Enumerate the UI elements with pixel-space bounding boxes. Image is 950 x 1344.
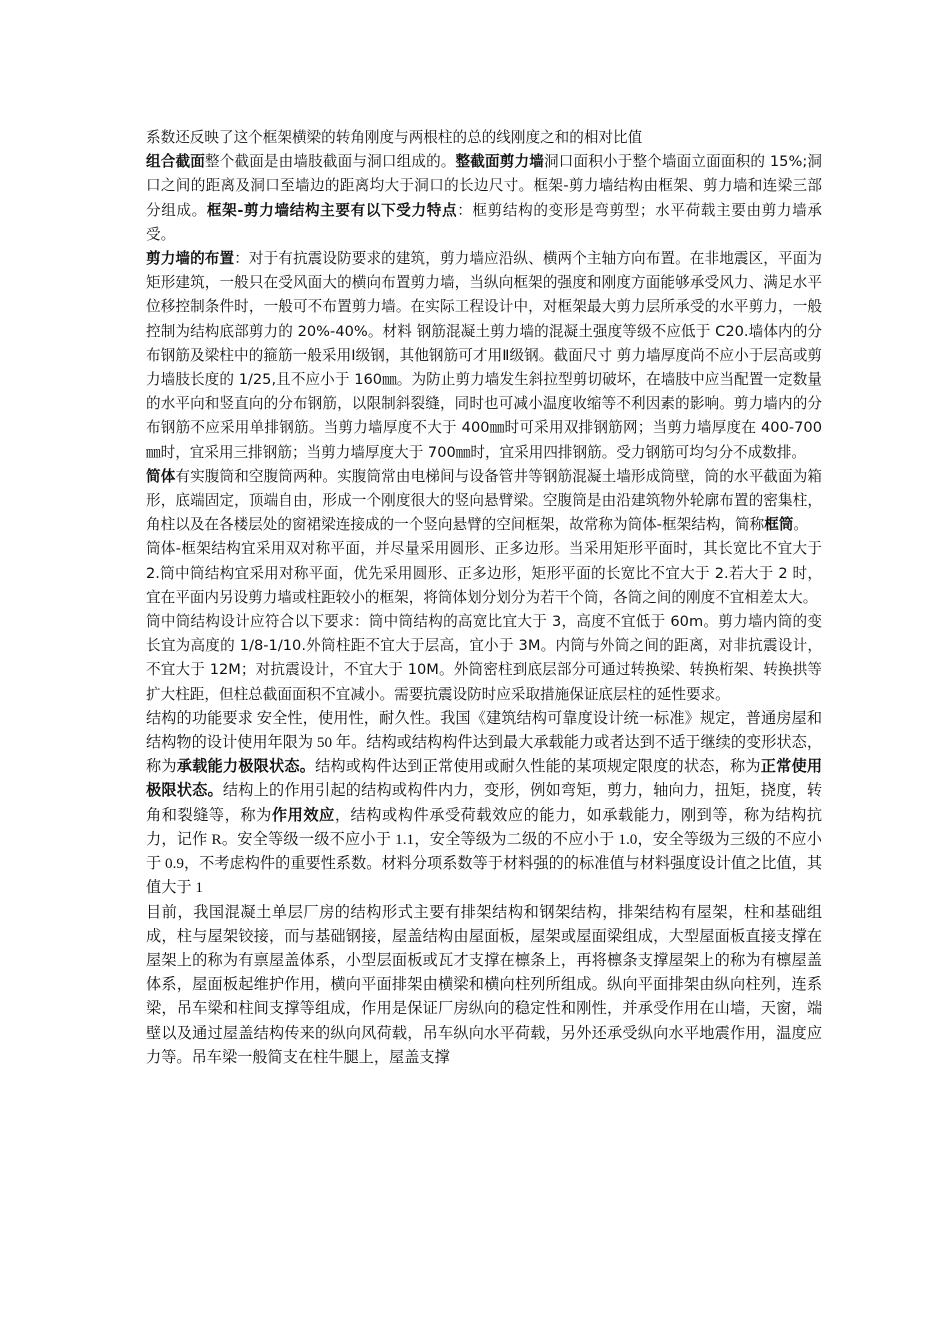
text-run: ：框剪结构的变形是弯剪型；水平荷载主要由剪力墙承受。 [146,201,822,243]
text-run: 结构上的作用引起的结构或构件内力，变形，例如弯矩，剪力，轴向力，扭矩，挠度，转角和裂缝等，称为 [146,782,823,824]
bold-term: 承载能力极限状态。 [176,758,316,776]
bold-term: 简体 [146,467,176,485]
text-run: 结构的功能要求 安全性，使用性，耐久性。我国《建筑结构可靠度设计统一标准》规定，普通房屋和结构物的设计使用年限为 50 年。结构或结构构件达到最大承载能力或者达到不适于继续的变形状态，称为 [146,709,822,776]
paragraph [146,465,822,538]
text-run: 有实腹筒和空腹筒两种。实腹筒常由电梯间与设备管井等钢筋混凝土墙形成筒壁，筒的水平截面为箱形，底端固定，顶端自由，形成一个刚度很大的竖向悬臂梁。空腹筒是由沿建筑物外轮廓布置的密集柱，角柱以及在各楼层处的窗裙梁连接成的一个竖向悬臂的空间框架，故常称为筒体-框架结构，简称 [146,467,822,534]
text-run: 。 [793,516,809,534]
paragraph [146,126,822,150]
text-run: 结构或构件达到正常使用或耐久性能的某项规定限度的状态，称为 [315,758,761,776]
text-run: ，结构或构件承受荷载效应的能力，如承载能力，刚到等，称为结构抗力，记作 R。安全等级一级不应小于 1.1，安全等级为二级的不应小于 1.0，安全等级为三级的不应小于 0.9，不考虑构件的重要性系数。材料分项系数等于材料强的的标准值与材料强度设计值之比值，其值大于 1 [146,806,823,897]
paragraph [146,150,822,247]
paragraph [146,537,822,610]
paragraph [146,707,822,901]
bold-term: 框架-剪力墙结构主要有以下受力特点 [206,201,458,219]
text-run: 目前，我国混凝土单层厂房的结构形式主要有排架结构和钢架结构，排架结构有屋架，柱和基础组成，柱与屋架铰接，而与基础钢接，屋盖结构由屋面板，屋架或屋面梁组成，大型屋面板直接支撑在屋架上的称为有禀屋盖体系，小型层面板或瓦才支撑在檩条上，再将檩条支撑屋架上的称为有檩屋盖体系，屋面板起维护作用，横向平面排架由横梁和横向柱列所组成。纵向平面排架由纵向柱列，连系梁，吊车梁和柱间支撑等组成，作用是保证厂房纵向的稳定性和刚性，并承受作用在山墙，天窗，端壁以及通过屋盖结构传来的纵向风荷载，吊车纵向水平荷载，另外还承受纵向水平地震作用，温度应力等。吊车梁一般简支在柱牛腿上，屋盖支撑 [146,903,822,1066]
bold-term: 整截面剪力墙 [455,153,544,171]
paragraph [146,247,822,465]
text-run: 整个截面是由墙肢截面与洞口组成的。 [204,153,456,171]
bold-term: 正常使用极限状态。 [146,758,823,800]
text-run: ：对于有抗震设防要求的建筑，剪力墙应沿纵、横两个主轴方向布置。在非地震区，平面为矩形建筑，一般只在受风面大的横向布置剪力墙，当纵向框架的强度和刚度方面能够承受风力、满足水平位移控制条件时，一般可不布置剪力墙。在实际工程设计中，对框架最大剪力层所承受的水平剪力，一般控制为结构底部剪力的 20%-40%。材料 钢筋混凝土剪力墙的混凝土强度等级不应低于 C20.墙体内的分布钢筋及梁柱中的箍筋一般采用Ⅰ级钢，其他钢筋可才用Ⅱ级钢。截面尺寸 剪力墙厚度尚不应小于层高或剪力墙肢长度的 1/25,且不应小于 160㎜。为防止剪力墙发生斜拉型剪切破坏，在墙肢中应当配置一定数量的水平向和竖直向的分布钢筋，以限制斜裂缝，同时也可减小温度收缩等不利因素的影响。剪力墙内的分布钢筋不应采用单排钢筋。当剪力墙厚度不大于 400㎜时可采用双排钢筋网；当剪力墙厚度在 400-700㎜时，宜采用三排钢筋；当剪力墙厚度大于 700㎜时，宜采用四排钢筋。受力钢筋可均匀分不成数排。 [146,250,822,461]
bold-term: 框筒 [764,516,794,534]
bold-term: 组合截面 [146,153,205,171]
text-run: 洞口面积小于整个墙面立面面积的 15%;洞口之间的距离及洞口至墙边的距离均大于洞口的长边尺寸。框架-剪力墙结构由框架、剪力墙和连梁三部分组成。 [146,153,822,219]
text-run: 筒体-框架结构宜采用双对称平面，并尽量采用圆形、正多边形。当采用矩形平面时，其长宽比不宜大于 2.筒中筒结构宜采用对称平面，优先采用圆形、正多边形，矩形平面的长宽比不宜大于 2.若大于 2 时，宜在平面内另设剪力墙或柱距较小的框架，将筒体划分划分为若干个筒，各筒之间的刚度不宜相差太大。 [146,540,822,606]
bold-term: 剪力墙的布置 [146,250,235,268]
document-page [146,126,822,1070]
text-run: 系数还反映了这个框架横梁的转角刚度与两根柱的总的线刚度之和的相对比值 [146,129,643,146]
bold-term: 作用效应 [271,806,335,824]
paragraph [146,901,822,1070]
text-run: 筒中筒结构设计应符合以下要求：筒中筒结构的高宽比宜大于 3，高度不宜低于 60m。剪力墙内筒的变长宜为高度的 1/8-1/10.外筒柱距不宜大于层高，宜小于 3M。内筒与外筒之间的距离，对非抗震设计，不宜大于 12M；对抗震设计，不宜大于 10M。外筒密柱到底层部分可通过转换梁、转换桁架、转换拱等扩大柱距，但柱总截面面积不宜减小。需要抗震设防时应采取措施保证底层柱的延性要求。 [146,613,822,703]
paragraph [146,610,822,707]
